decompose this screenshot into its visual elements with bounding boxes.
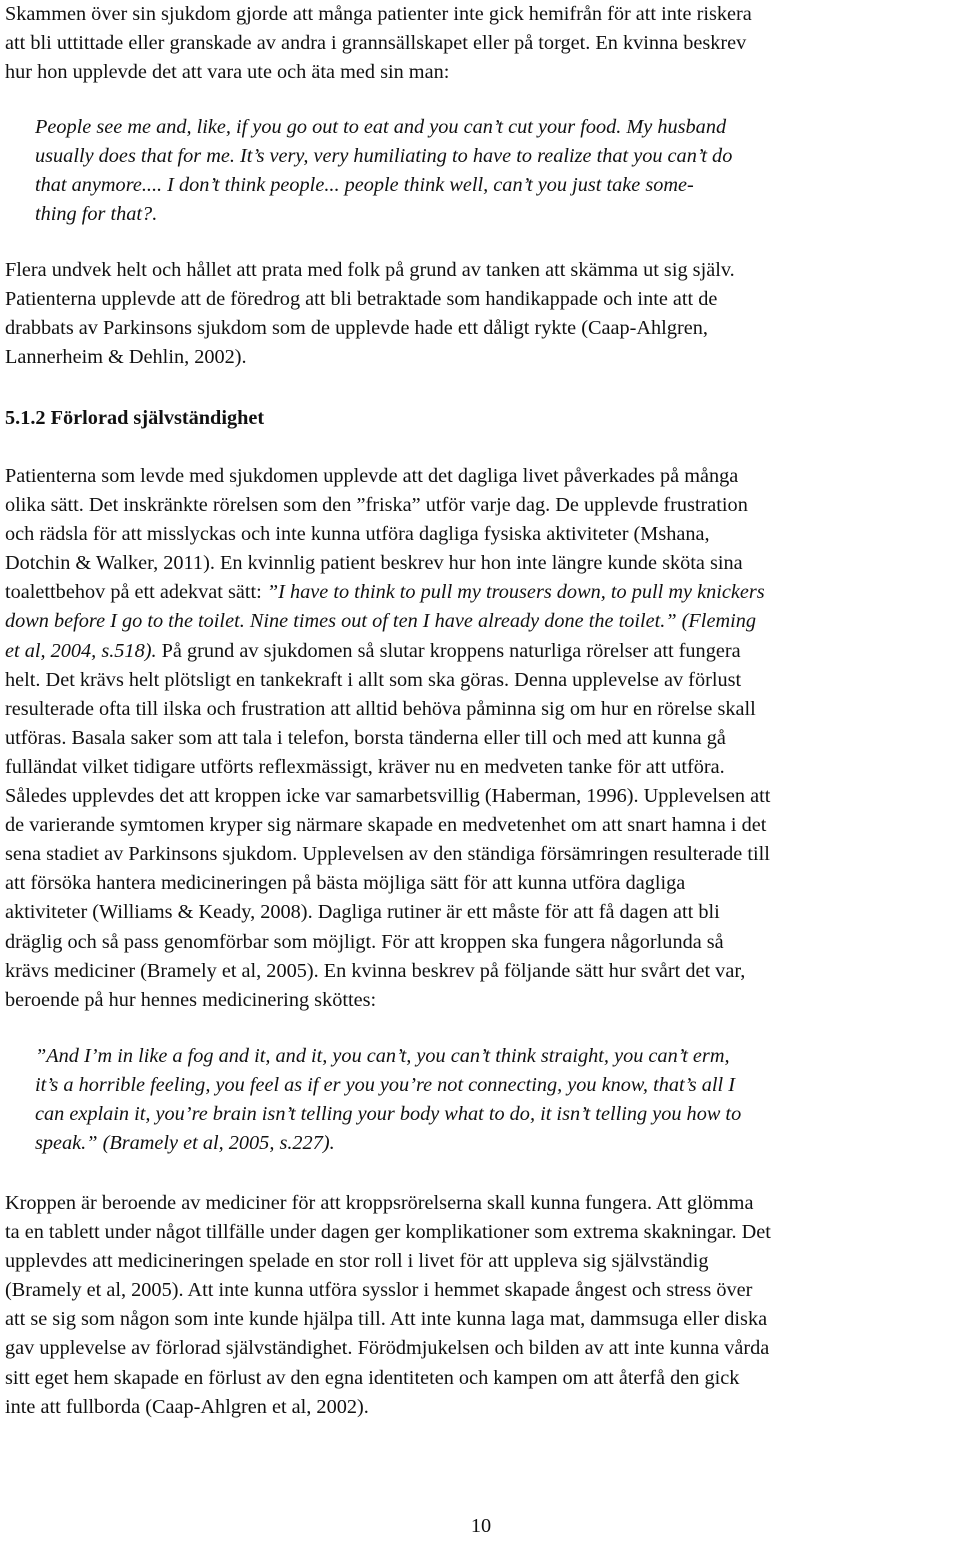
section-heading [5,404,264,433]
text-line: Dotchin & Walker, 2011). En kvinnlig patient beskrev hur hon inte längre kunde sköta sina [5,552,743,575]
text-line: drabbats av Parkinsons sjukdom som de upplevde hade ett dåligt rykte (Caap-Ahlgren, [5,317,708,340]
text-line: inte att fullborda (Caap-Ahlgren et al, 2002). [5,1395,369,1418]
block-quote-husband [5,113,732,229]
text-line: Kroppen är beroende av mediciner för att kroppsrörelserna skall kunna fungera. Att glömma [5,1192,754,1214]
text-line: och rädsla för att misslyckas och inte kunna utföra dagliga fysiska aktiviteter (Mshana, [5,523,710,546]
text-segment: toalettbehov på ett adekvat sätt: [5,581,267,604]
quote-line: thing for that?. [35,203,158,226]
text-line: fulländat vilket tidigare utförts reflexmässigt, kräver nu en medveten tanke för att utföra. [5,755,725,778]
text-line: resulterade ofta till ilska och frustration att alltid behöva påminna sig om hur en rörelse skall [5,697,756,720]
text-line: Patienterna upplevde att de föredrog att bli betraktade som handikappade och inte att de [5,288,718,311]
quote-line: usually does that for me. It’s very, very humiliating to have to realize that you can’t do [35,145,733,168]
text-line: Flera undvek helt och hållet att prata med folk på grund av tanken att skämma ut sig själv. [5,259,735,281]
paragraph-medication [5,1189,771,1422]
text-line [5,637,770,666]
quote-line: can explain it, you’re brain isn’t telling your body what to do, it isn’t telling you how to [35,1103,742,1126]
text-line: de varierande symtomen kryper sig närmare skapade en medvetenhet om att snart hamna i det [5,814,767,837]
quote-line: ”And I’m in like a fog and it, and it, you can’t, you can’t think straight, you can’t erm, [35,1045,730,1067]
block-quote-fog [5,1042,741,1158]
text-line: olika sätt. Det inskränkte rörelsen som den ”friska” utför varje dag. De upplevde frustration [5,494,748,517]
quote-line: speak.” (Bramely et al, 2005, s.227). [35,1132,335,1155]
text-line: sitt eget hem skapade en förlust av den egna identiteten och kampen om att återfå den gick [5,1366,740,1389]
quote-line: People see me and, like, if you go out to eat and you can’t cut your food. My husband [35,116,727,138]
text-line: ta en tablett under något tillfälle under dagen ger komplikationer som extrema skakningar. Det [5,1221,771,1244]
text-line: att bli uttittade eller granskade av andra i grannsällskapet eller på torget. En kvinna beskrev [5,32,747,55]
quote-line: it’s a horrible feeling, you feel as if er you you’re not connecting, you know, that’s all I [35,1074,735,1097]
text-segment: På grund av sjukdomen så slutar kroppens naturliga rörelser att fungera [156,639,741,662]
text-line: att se sig som någon som inte kunde hjälpa till. Att inte kunna laga mat, dammsuga eller diska [5,1308,768,1331]
text-line: sena stadiet av Parkinsons sjukdom. Upplevelsen av den ständiga försämringen resulterade till [5,843,770,866]
text-line: krävs mediciner (Bramely et al, 2005). En kvinna beskrev på följande sätt hur svårt det var, [5,959,746,982]
text-line: upplevdes att medicineringen spelade en stor roll i livet för att uppleva sig självständig [5,1250,709,1273]
paragraph-avoidance [5,256,735,372]
text-line: aktiviteter (Williams & Keady, 2008). Dagliga rutiner är ett måste för att få dagen att bli [5,901,720,924]
text-line: Patienterna som levde med sjukdomen upplevde att det dagliga livet påverkades på många [5,465,739,487]
text-line: gav upplevelse av förlorad självständighet. Förödmjukelsen och bilden av att inte kunna vårda [5,1337,770,1360]
quote-line: that anymore.... I don’t think people... people think well, can’t you just take some- [35,174,694,197]
text-line: Således upplevdes det att kroppen icke var samarbetsvillig (Haberman, 1996). Upplevelsen att [5,785,771,808]
paragraph-independence [5,462,770,1015]
page-number: 10 [470,1515,492,1537]
text-line: att försöka hantera medicineringen på bästa möjliga sätt för att kunna utföra dagliga [5,872,686,895]
inline-quote-line: down before I go to the toilet. Nine times out of ten I have already done the toilet.” (Fleming [5,610,757,633]
text-line: (Bramely et al, 2005). Att inte kunna utföra sysslor i hemmet skapade ångest och stress över [5,1279,753,1302]
text-line: beroende på hur hennes medicinering sköttes: [5,988,377,1011]
section-title: 5.1.2 Förlorad självständighet [5,407,265,429]
text-line: Skammen över sin sjukdom gjorde att många patienter inte gick hemifrån för att inte riskera [5,3,752,25]
inline-quote: ”I have to think to pull my trousers down, to pull my knickers [266,581,765,604]
text-line [5,578,770,607]
text-line: Lannerheim & Dehlin, 2002). [5,346,247,369]
paragraph-shame [5,0,752,87]
text-line: utföras. Basala saker som att tala i telefon, borsta tänderna eller till och med att kunna gå [5,726,726,749]
text-line: helt. Det krävs helt plötsligt en tankekraft i allt som ska göras. Denna upplevelse av förlust [5,668,742,691]
text-line: hur hon upplevde det att vara ute och äta med sin man: [5,61,450,84]
inline-quote: et al, 2004, s.518). [5,639,157,662]
text-line: dräglig och så pass genomförbar som möjligt. För att kroppen ska fungera någorlunda så [5,930,724,953]
